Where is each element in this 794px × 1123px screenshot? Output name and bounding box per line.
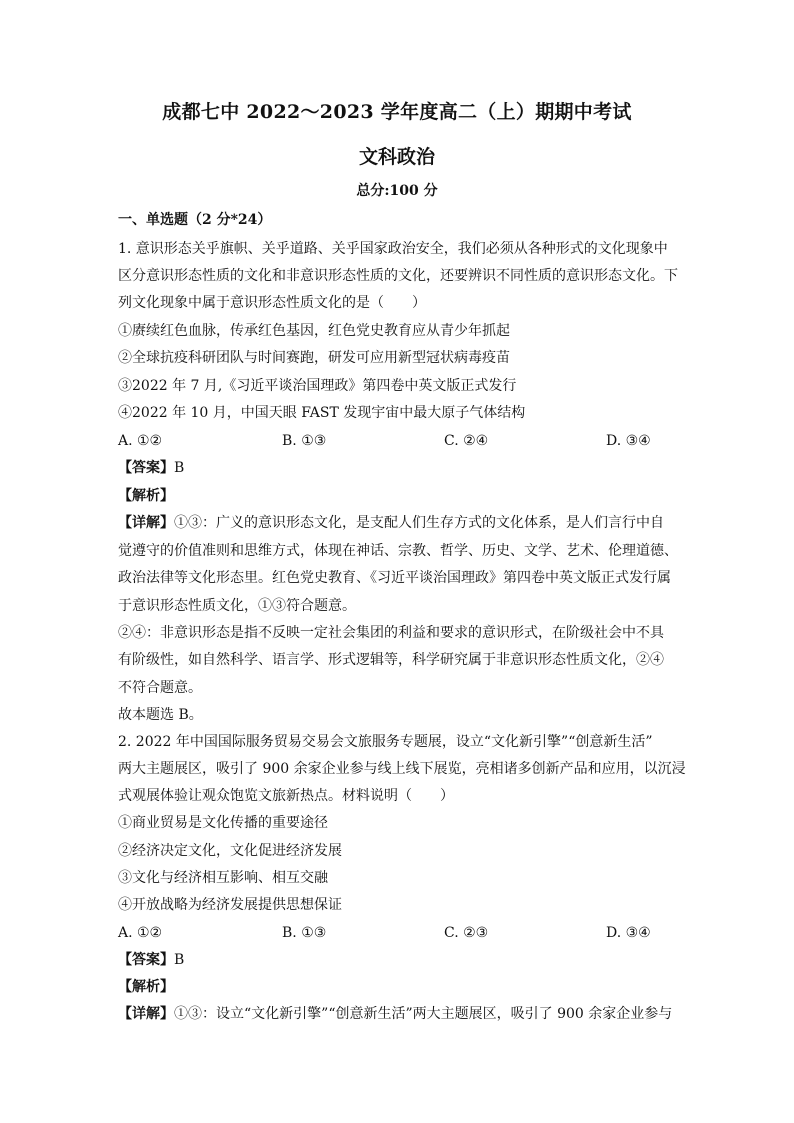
q2-answer bbox=[118, 951, 184, 969]
q1-stem-line: 区分意识形态性质的文化和非意识形态性质的文化，还要辨识不同性质的意识形态文化。下 bbox=[118, 268, 678, 284]
answer-value: B bbox=[174, 952, 185, 968]
q1-option-d: D. ③④ bbox=[606, 433, 651, 449]
q1-detail-line: ②④：非意识形态是指不反映一定社会集团的利益和要求的意识形式，在阶级社会中不具 bbox=[118, 625, 664, 641]
q2-option-b: B. ①③ bbox=[282, 925, 327, 941]
q1-item: ②全球抗疫科研团队与时间赛跑，研发可应用新型冠状病毒疫苗 bbox=[118, 350, 510, 366]
q1-option-b: B. ①③ bbox=[282, 433, 327, 449]
section-heading: 一、单选题（2 分*24） bbox=[118, 212, 272, 228]
subject-title: 文科政治 bbox=[358, 146, 435, 168]
answer-value: B bbox=[174, 460, 185, 476]
q1-item: ④2022 年 10 月，中国天眼 FAST 发现宇宙中最大原子气体结构 bbox=[118, 405, 526, 421]
detail-label: 【详解】 bbox=[118, 1006, 174, 1022]
answer-label: 【答案】 bbox=[118, 460, 174, 476]
detail-label: 【详解】 bbox=[118, 515, 174, 531]
total-score: 总分:100 分 bbox=[356, 183, 438, 199]
q1-detail-line: 不符合题意。 bbox=[118, 680, 202, 696]
q1-option-a: A. ①② bbox=[118, 433, 163, 449]
q1-analysis-label: 【解析】 bbox=[118, 488, 174, 504]
q2-stem-line: 2. 2022 年中国国际服务贸易交易会文旅服务专题展，设立“文化新引擎”“创意新生活” bbox=[118, 734, 653, 750]
q2-item: ②经济决定文化，文化促进经济发展 bbox=[118, 843, 342, 859]
q2-item: ④开放战略为经济发展提供思想保证 bbox=[118, 897, 342, 913]
q1-detail-line: 于意识形态性质文化，①③符合题意。 bbox=[118, 598, 356, 614]
q1-detail-line: 故本题选 B。 bbox=[118, 707, 203, 723]
q2-option-c: C. ②③ bbox=[444, 925, 489, 941]
q2-option-a: A. ①② bbox=[118, 925, 163, 941]
q1-item: ③2022 年 7 月,《习近平谈治国理政》第四卷中英文版正式发行 bbox=[118, 378, 517, 394]
q2-detail-line: 【详解】①③：设立“文化新引擎”“创意新生活”两大主题展区，吸引了 900 余家企业参与 bbox=[118, 1006, 673, 1022]
q2-item: ①商业贸易是文化传播的重要途径 bbox=[118, 815, 328, 831]
q1-stem-line: 1. 意识形态关乎旗帜、关乎道路、关乎国家政治安全，我们必须从各种形式的文化现象中 bbox=[118, 241, 668, 257]
q2-stem-line: 两大主题展区，吸引了 900 余家企业参与线上线下展览，亮相诸多创新产品和应用，以沉浸 bbox=[118, 761, 686, 777]
q2-item: ③文化与经济相互影响、相互交融 bbox=[118, 870, 328, 886]
exam-title: 成都七中 2022～2023 学年度高二（上）期期中考试 bbox=[162, 101, 632, 123]
q1-detail-line: 觉遵守的价值准则和思维方式，体现在神话、宗教、哲学、历史、文学、艺术、伦理道德、 bbox=[118, 543, 678, 559]
q2-stem-line: 式观展体验让观众饱览文旅新热点。材料说明（ ） bbox=[118, 788, 454, 804]
q1-detail-line: 政治法律等文化形态里。红色党史教育、《习近平谈治国理政》第四卷中英文版正式发行属 bbox=[118, 570, 671, 586]
q1-stem-line: 列文化现象中属于意识形态性质文化的是（ ） bbox=[118, 295, 426, 311]
answer-label: 【答案】 bbox=[118, 952, 174, 968]
q1-item: ①赓续红色血脉，传承红色基因，红色党史教育应从青少年抓起 bbox=[118, 323, 510, 339]
q2-analysis-label: 【解析】 bbox=[118, 979, 174, 995]
q1-detail-line: 有阶级性，如自然科学、语言学、形式逻辑等，科学研究属于非意识形态性质文化，②④ bbox=[118, 652, 664, 668]
q1-detail-line: 【详解】①③：广义的意识形态文化，是支配人们生存方式的文化体系，是人们言行中自 bbox=[118, 515, 664, 531]
q1-option-c: C. ②④ bbox=[444, 433, 489, 449]
q1-answer bbox=[118, 459, 184, 477]
q2-option-d: D. ③④ bbox=[606, 925, 651, 941]
